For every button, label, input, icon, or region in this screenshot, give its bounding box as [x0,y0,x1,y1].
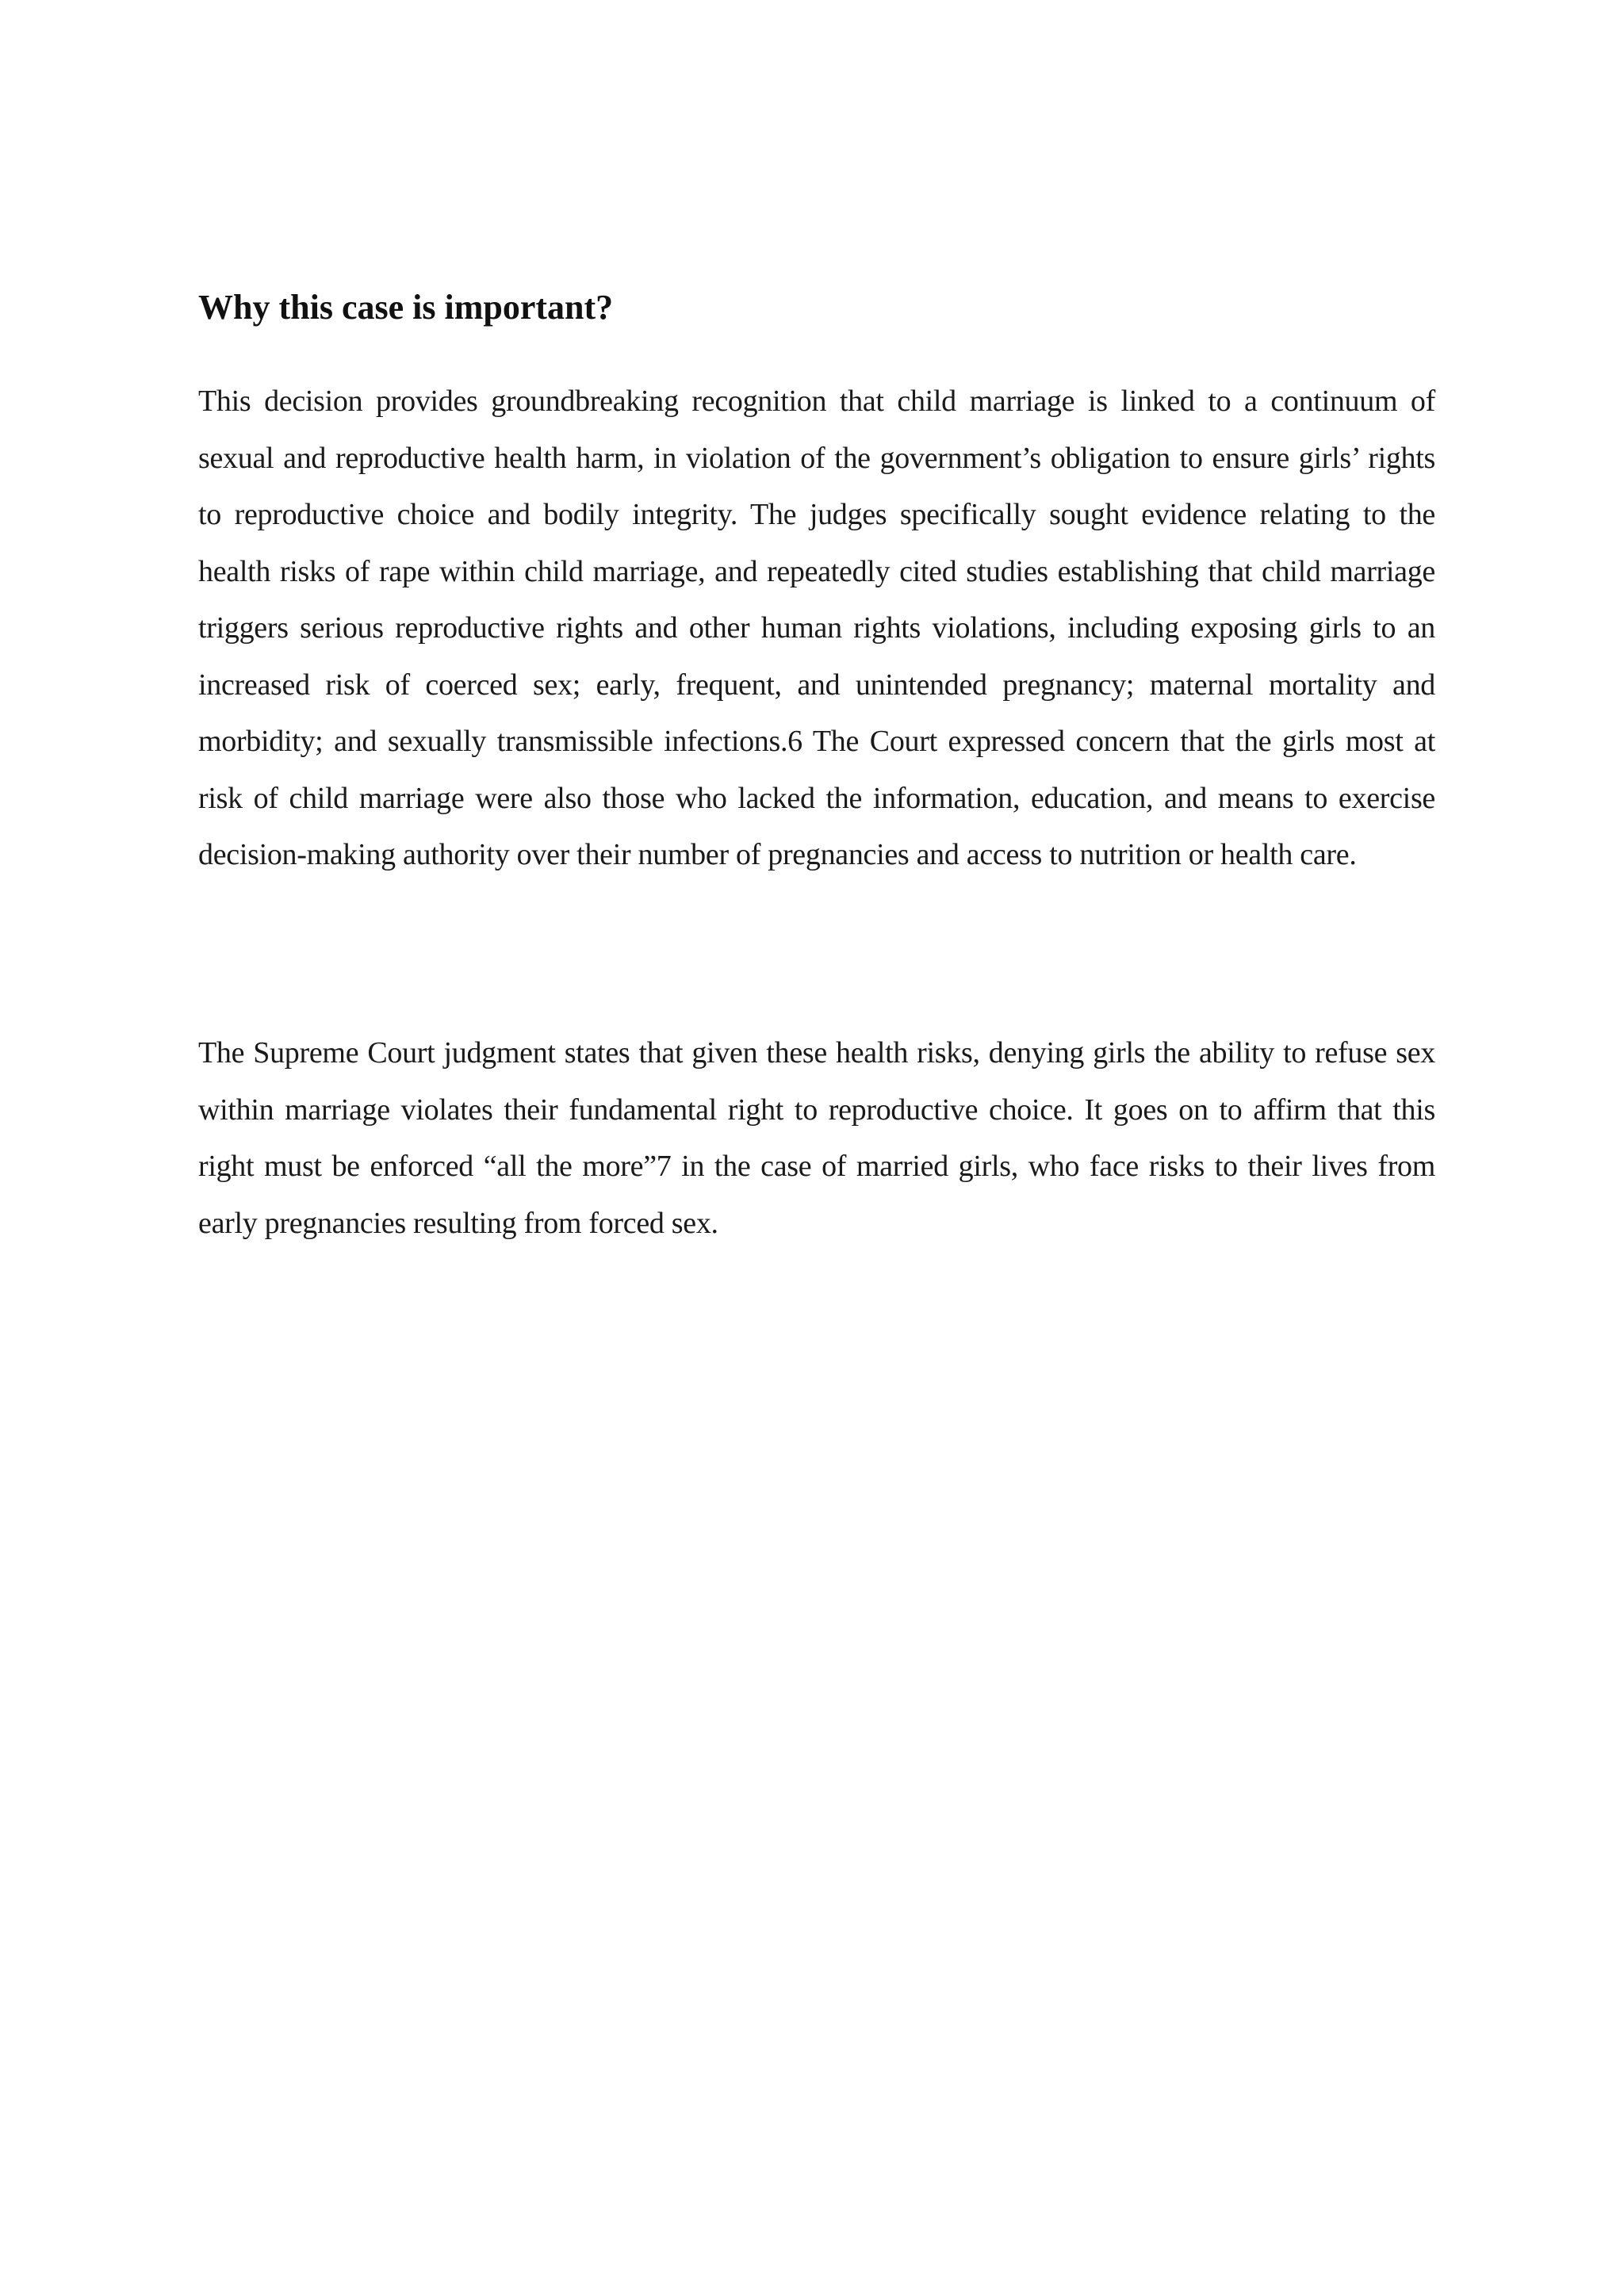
body-paragraph: The Supreme Court judgment states that given these health risks, denying girls the ability to refuse sex within marriage violates their fundamental right to reproductive choice. It goes on to affirm that this right must be enforced “all the more”7 in the case of married girls, who face risks to their lives from early pregnancies resulting from forced sex. [198,1036,1435,1240]
document-page [198,0,1435,2296]
section-heading: Why this case is important? [198,288,614,327]
body-paragraph: This decision provides groundbreaking recognition that child marriage is linked to a continuum of sexual and reproductive health harm, in violation of the government’s obligation to ensure girls’ rights to reproductive choice and bodily integrity. The judges specifically sought evidence relating to the health risks of rape within child marriage, and repeatedly cited studies establishing that child marriage triggers serious reproductive rights and other human rights violations, including exposing girls to an increased risk of coerced sex; early, frequent, and unintended pregnancy; maternal mortality and morbidity; and sexually transmissible infections.6 The Court expressed concern that the girls most at risk of child marriage were also those who lacked the information, education, and means to exercise decision-making authority over their number of pregnancies and access to nutrition or health care. [198,385,1435,871]
